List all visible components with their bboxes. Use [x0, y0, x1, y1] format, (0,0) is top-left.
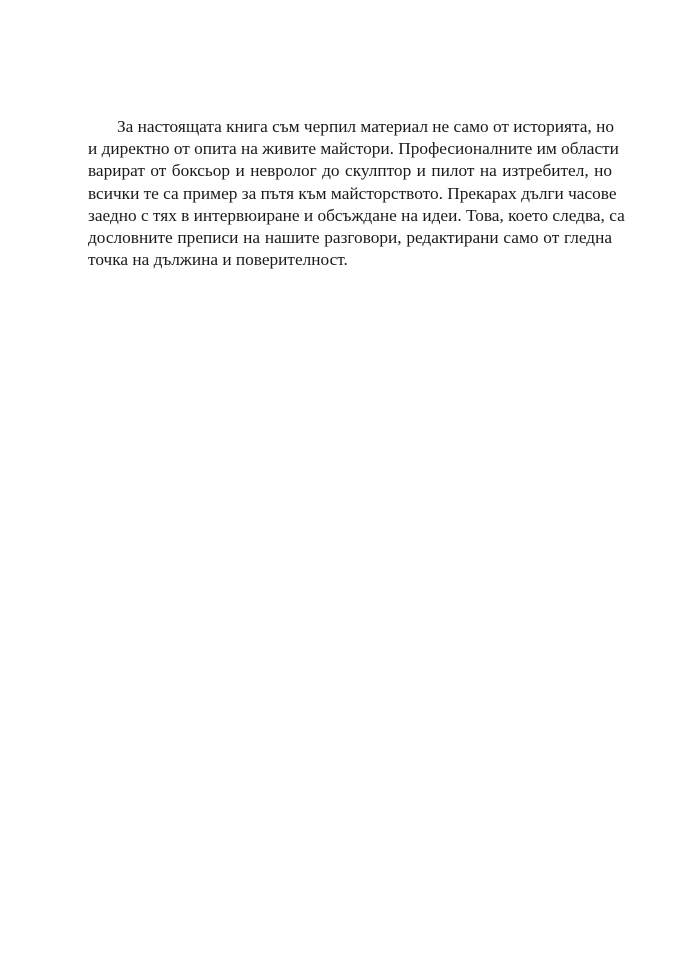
body-paragraph [88, 116, 625, 271]
paragraph-line-6: дословните преписи на нашите разговори, редактирани само от гледна [88, 227, 612, 247]
paragraph-line-2: и директно от опита на живите майстори. Професионалните им области [88, 139, 619, 159]
paragraph-line-5: заедно с тях в интервюиране и обсъждане на идеи. Това, което следва, са [88, 205, 625, 225]
paragraph-line-3: варират от боксьор и невролог до скулптор и пилот на изтребител, но [88, 161, 612, 181]
paragraph-line-7: точка на дължина и поверителност. [88, 250, 348, 270]
paragraph-line-4: всички те са пример за пътя към майсторството. Прекарах дълги часове [88, 183, 617, 203]
paragraph-line-1: За настоящата книга съм черпил материал не само от историята, но [117, 117, 614, 136]
